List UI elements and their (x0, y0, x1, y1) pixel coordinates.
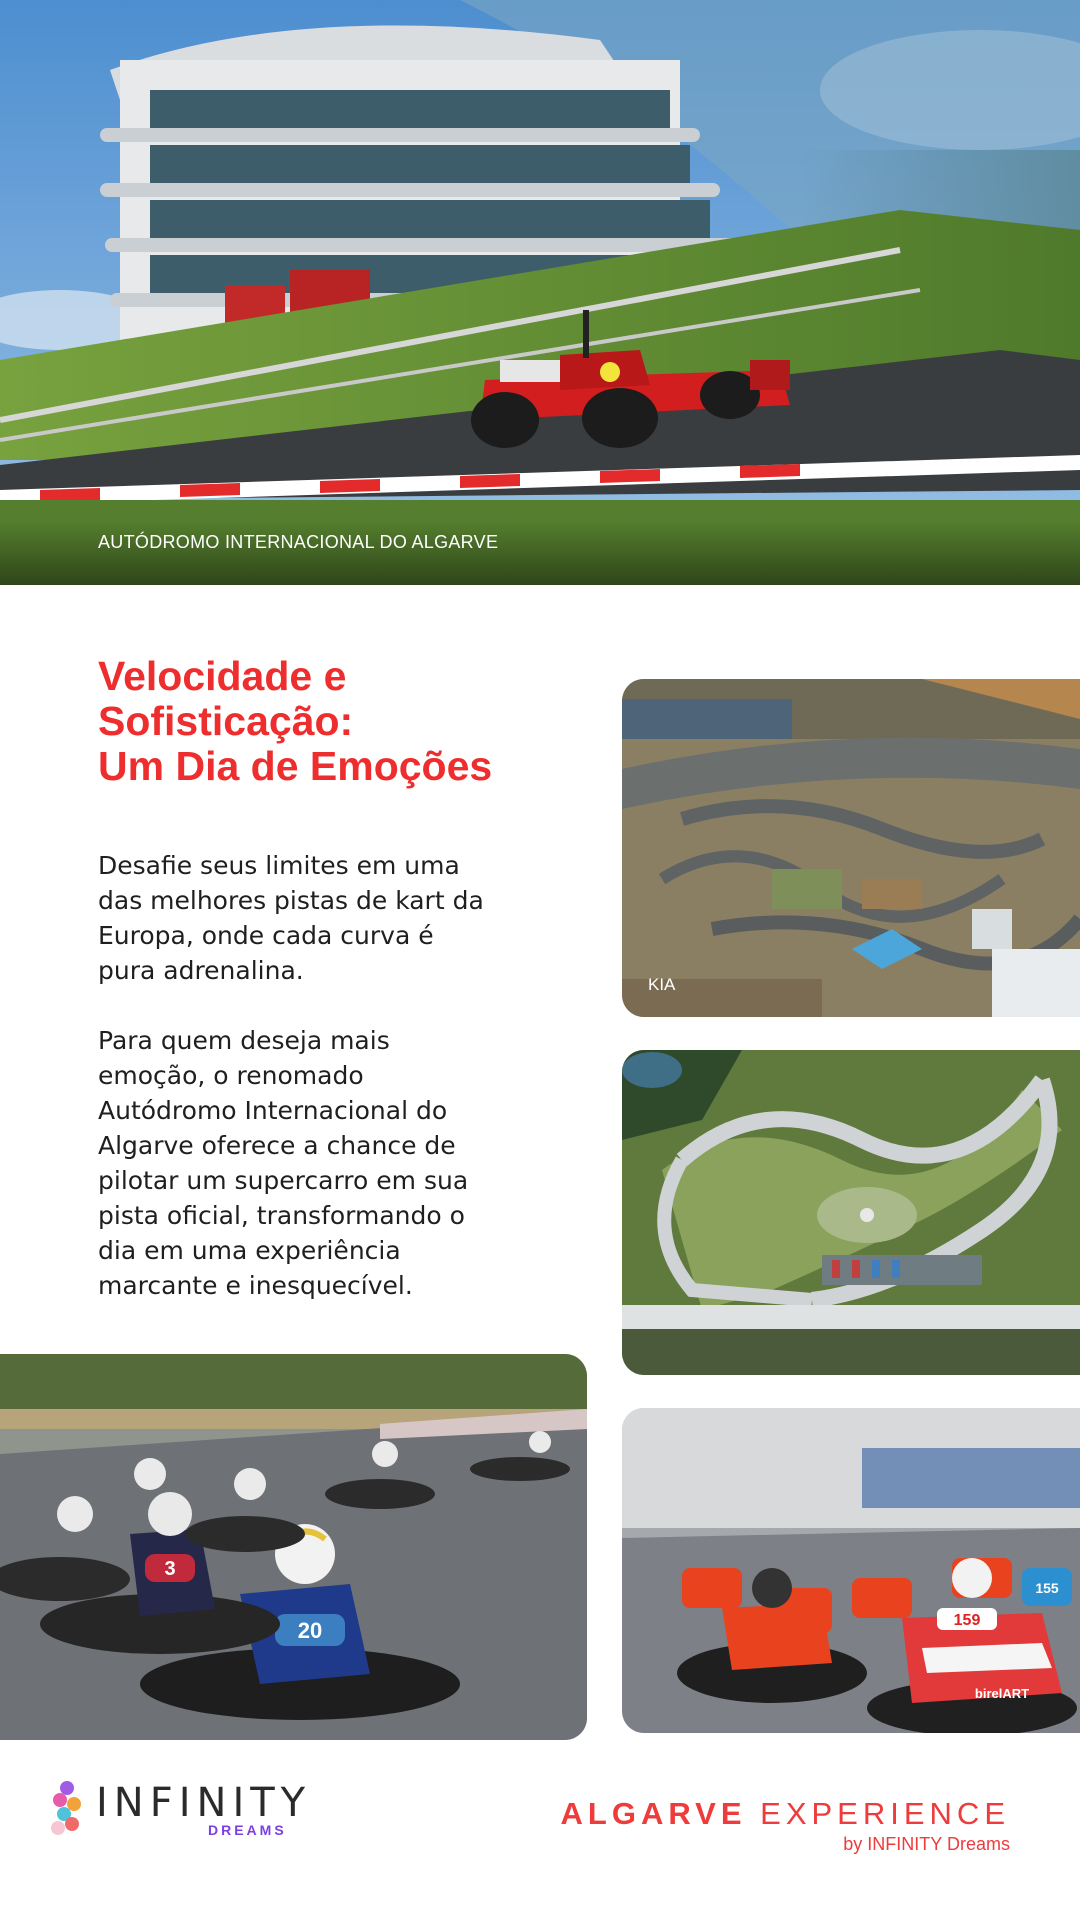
kart-number-155: 155 (1035, 1580, 1059, 1596)
algarve-experience-brand (561, 1796, 1010, 1855)
brand-title-light: EXPERIENCE (760, 1796, 1010, 1831)
headline-line-1: Velocidade e (98, 653, 347, 699)
logo-subtitle: DREAMS (208, 1822, 287, 1838)
karting-race-photo (0, 1354, 587, 1740)
kart-number-20: 20 (297, 1618, 323, 1643)
intro-paragraph: Desafie seus limites em uma das melhores pistas de kart da Europa, onde cada curva é pura adrenalina. (98, 851, 484, 985)
brand-title (561, 1796, 1010, 1832)
kart-start-graphic (622, 1408, 1080, 1733)
infinity-logo-mark-icon (44, 1778, 90, 1840)
headline-line-2: Sofisticação: (98, 698, 354, 744)
karting-race-graphic (0, 1354, 587, 1740)
kart-start-photo (622, 1408, 1080, 1733)
circuit-aerial-graphic (622, 1050, 1080, 1375)
circuit-aerial-photo (622, 1050, 1080, 1375)
kart-track-aerial-photo (622, 679, 1080, 1017)
kart-track-aerial-graphic (622, 679, 1080, 1017)
logo-wordmark: INFINITY (96, 1780, 312, 1826)
racetrack-grandstand-photo (0, 0, 1080, 585)
aerial-photo-caption: KIA (648, 975, 676, 994)
infinity-dreams-logo (44, 1778, 312, 1840)
kart-sponsor-label: birelART (974, 1686, 1030, 1701)
brand-byline: by INFINITY Dreams (843, 1834, 1010, 1854)
supercar-paragraph: Para quem deseja mais emoção, o renomado Autódromo Internacional do Algarve oferece a chance de pilotar um supercarro em sua pista oficial, transformando o dia em uma experiência marcante e inesquecível. (98, 1026, 469, 1300)
hero-image (0, 0, 1080, 585)
kart-number-3: 3 (164, 1558, 176, 1580)
hero-caption: AUTÓDROMO INTERNACIONAL DO ALGARVE (98, 532, 499, 552)
kart-number-159: 159 (953, 1612, 981, 1629)
headline-line-3: Um Dia de Emoções (98, 743, 493, 789)
headline (98, 654, 538, 789)
brand-title-bold: ALGARVE (560, 1796, 747, 1831)
